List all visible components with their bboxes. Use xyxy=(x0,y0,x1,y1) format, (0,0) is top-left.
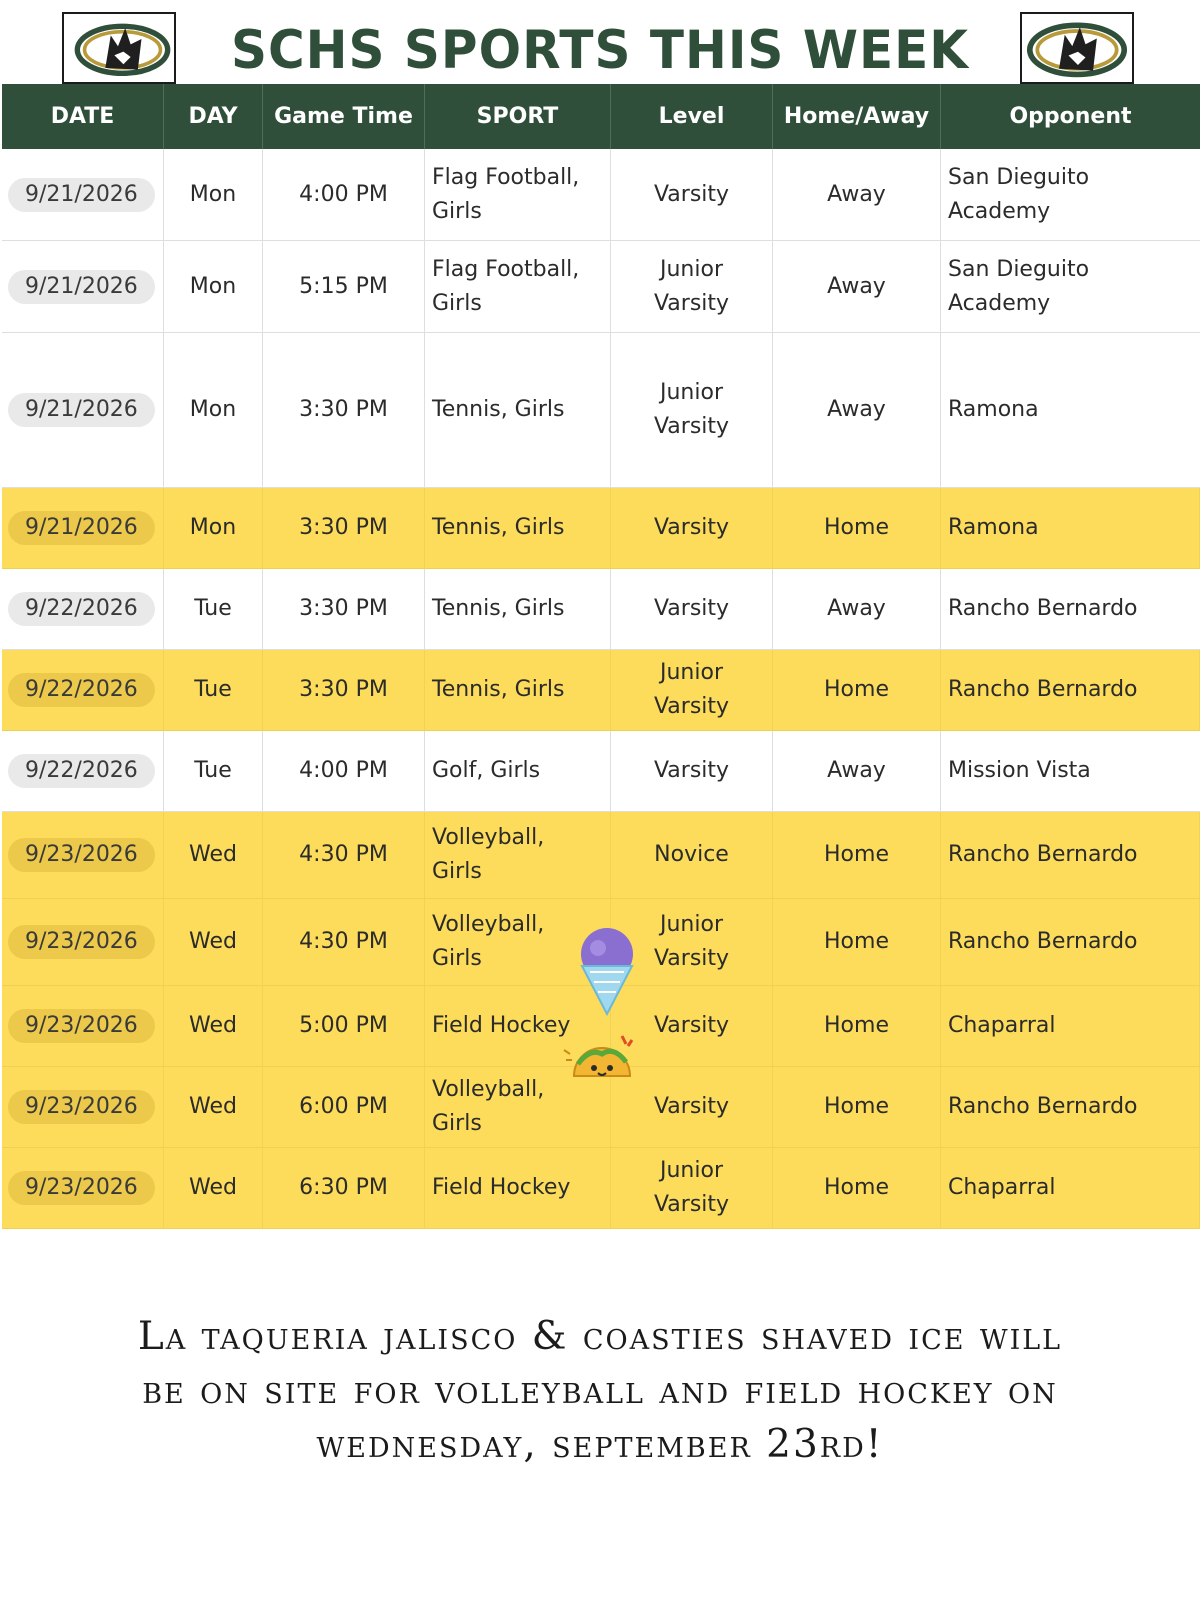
date-pill: 9/22/2026 xyxy=(8,592,155,626)
sport-cell xyxy=(425,488,611,568)
level-text: Junior xyxy=(660,1158,723,1183)
table-row xyxy=(2,241,1200,333)
table-row xyxy=(2,812,1200,899)
level-text: Varsity xyxy=(653,758,730,783)
column-header-date: DATE xyxy=(2,84,164,149)
home-away-cell: Away xyxy=(773,149,941,240)
sport-text: Girls xyxy=(432,290,482,316)
level-text: Junior xyxy=(660,660,723,685)
home-away-cell: Away xyxy=(773,241,941,332)
sport-cell xyxy=(425,149,611,240)
opponent-text: Chaparral xyxy=(948,1175,1056,1200)
home-away-cell: Away xyxy=(773,569,941,649)
level-text: Junior xyxy=(660,912,723,937)
sport-text: Tennis, Girls xyxy=(432,596,565,621)
date-cell xyxy=(2,1067,164,1147)
date-cell xyxy=(2,333,164,487)
sport-text: Girls xyxy=(432,198,482,224)
sport-text: Girls xyxy=(432,946,482,971)
table-row xyxy=(2,569,1200,650)
opponent-text: Rancho Bernardo xyxy=(948,842,1138,867)
level-cell xyxy=(611,333,773,487)
level-text: Varsity xyxy=(653,694,730,719)
opponent-text: San Dieguito xyxy=(948,256,1090,282)
day-cell: Mon xyxy=(164,149,263,240)
game-time-cell: 3:30 PM xyxy=(263,569,425,649)
game-time-cell: 4:30 PM xyxy=(263,812,425,898)
sport-text: Volleyball, xyxy=(432,912,545,937)
sport-cell xyxy=(425,333,611,487)
home-away-cell: Home xyxy=(773,986,941,1066)
opponent-text: Ramona xyxy=(948,515,1039,540)
level-text: Varsity xyxy=(653,1094,730,1119)
sport-cell xyxy=(425,241,611,332)
opponent-cell xyxy=(941,333,1200,487)
opponent-cell xyxy=(941,149,1200,240)
date-cell xyxy=(2,569,164,649)
level-text: Junior xyxy=(660,380,723,405)
date-pill: 9/22/2026 xyxy=(8,754,155,788)
level-cell xyxy=(611,812,773,898)
game-time-cell: 4:00 PM xyxy=(263,149,425,240)
game-time-cell: 3:30 PM xyxy=(263,650,425,730)
sport-cell xyxy=(425,1148,611,1228)
opponent-text: Ramona xyxy=(948,397,1039,422)
page-title: SCHS SPORTS THIS WEEK xyxy=(230,19,970,81)
date-pill: 9/23/2026 xyxy=(8,925,155,959)
date-pill: 9/21/2026 xyxy=(8,178,155,212)
level-cell xyxy=(611,650,773,730)
date-cell xyxy=(2,731,164,811)
opponent-text: Academy xyxy=(948,198,1051,224)
column-header-opponent: Opponent xyxy=(1009,104,1132,129)
day-cell: Mon xyxy=(164,241,263,332)
table-row xyxy=(2,650,1200,731)
level-text: Varsity xyxy=(653,181,730,207)
sport-text: Tennis, Girls xyxy=(432,397,565,422)
level-text: Varsity xyxy=(653,596,730,621)
opponent-cell xyxy=(941,650,1200,730)
day-cell: Wed xyxy=(164,1148,263,1228)
opponent-text: Rancho Bernardo xyxy=(948,596,1138,621)
day-cell: Tue xyxy=(164,569,263,649)
home-away-cell: Away xyxy=(773,333,941,487)
game-time-cell: 6:30 PM xyxy=(263,1148,425,1228)
home-away-cell: Home xyxy=(773,1067,941,1147)
date-pill: 9/22/2026 xyxy=(8,673,155,707)
level-cell xyxy=(611,569,773,649)
column-header-game-time: Game Time xyxy=(263,84,425,149)
sport-text: Volleyball, xyxy=(432,1077,545,1102)
date-pill: 9/23/2026 xyxy=(8,1090,155,1124)
level-text: Junior xyxy=(660,256,723,282)
sport-text: Golf, Girls xyxy=(432,758,541,783)
date-cell xyxy=(2,1148,164,1228)
level-cell xyxy=(611,241,773,332)
opponent-cell xyxy=(941,986,1200,1066)
opponent-cell xyxy=(941,731,1200,811)
date-pill: 9/23/2026 xyxy=(8,1171,155,1205)
day-cell: Wed xyxy=(164,1067,263,1147)
opponent-text: Mission Vista xyxy=(948,758,1091,783)
home-away-cell: Home xyxy=(773,899,941,985)
game-time-cell: 5:00 PM xyxy=(263,986,425,1066)
game-time-cell: 4:30 PM xyxy=(263,899,425,985)
column-header-level: Level xyxy=(611,84,773,149)
date-cell xyxy=(2,986,164,1066)
table-row xyxy=(2,488,1200,569)
level-cell xyxy=(611,149,773,240)
table-header-row xyxy=(2,84,1200,149)
wildcat-logo-icon xyxy=(62,12,176,84)
opponent-cell xyxy=(941,812,1200,898)
home-away-cell: Home xyxy=(773,1148,941,1228)
day-cell: Mon xyxy=(164,333,263,487)
home-away-cell: Away xyxy=(773,731,941,811)
date-cell xyxy=(2,650,164,730)
level-text: Novice xyxy=(654,842,729,867)
home-away-cell: Home xyxy=(773,650,941,730)
sport-cell xyxy=(425,731,611,811)
opponent-cell xyxy=(941,569,1200,649)
taco-icon xyxy=(560,1030,644,1094)
sport-cell xyxy=(425,569,611,649)
table-row xyxy=(2,333,1200,488)
game-time-cell: 3:30 PM xyxy=(263,333,425,487)
level-text: Varsity xyxy=(653,414,730,439)
table-row xyxy=(2,731,1200,812)
date-pill: 9/21/2026 xyxy=(8,393,155,427)
date-pill: 9/23/2026 xyxy=(8,838,155,872)
opponent-cell xyxy=(941,899,1200,985)
opponent-text: Rancho Bernardo xyxy=(948,929,1138,954)
game-time-cell: 5:15 PM xyxy=(263,241,425,332)
opponent-text: Academy xyxy=(948,290,1051,316)
sport-text: Flag Football, xyxy=(432,164,580,190)
day-cell: Wed xyxy=(164,986,263,1066)
level-text: Varsity xyxy=(653,946,730,971)
page-header xyxy=(0,0,1200,84)
day-cell: Tue xyxy=(164,731,263,811)
game-time-cell: 4:00 PM xyxy=(263,731,425,811)
level-text: Varsity xyxy=(653,515,730,540)
date-pill: 9/21/2026 xyxy=(8,270,155,304)
shaved-ice-icon xyxy=(576,926,638,1016)
column-header-sport: SPORT xyxy=(425,84,611,149)
sport-text: Field Hockey xyxy=(432,1175,571,1200)
level-cell xyxy=(611,488,773,568)
sport-text: Tennis, Girls xyxy=(432,515,565,540)
game-time-cell: 6:00 PM xyxy=(263,1067,425,1147)
footer-announcement xyxy=(0,1310,1200,1472)
date-cell xyxy=(2,812,164,898)
opponent-text: San Dieguito xyxy=(948,164,1090,190)
level-text: Varsity xyxy=(653,1192,730,1217)
wildcat-logo-icon xyxy=(1020,12,1134,84)
opponent-text: Rancho Bernardo xyxy=(948,677,1138,702)
level-text: Varsity xyxy=(653,1013,730,1038)
table-row xyxy=(2,1148,1200,1229)
sport-cell xyxy=(425,812,611,898)
day-cell: Mon xyxy=(164,488,263,568)
column-header-home-away: Home/Away xyxy=(773,84,941,149)
footer-line: La taqueria jalisco & coasties shaved ice will xyxy=(137,1314,1063,1359)
date-cell xyxy=(2,488,164,568)
game-time-cell: 3:30 PM xyxy=(263,488,425,568)
sport-cell xyxy=(425,650,611,730)
sport-text: Girls xyxy=(432,859,482,884)
day-cell: Tue xyxy=(164,650,263,730)
home-away-cell: Home xyxy=(773,488,941,568)
date-pill: 9/23/2026 xyxy=(8,1009,155,1043)
opponent-cell xyxy=(941,1148,1200,1228)
level-cell xyxy=(611,731,773,811)
opponent-cell xyxy=(941,488,1200,568)
footer-line: be on site for volleyball and field hockey on xyxy=(142,1368,1058,1413)
opponent-cell xyxy=(941,241,1200,332)
sport-text: Flag Football, xyxy=(432,256,580,282)
sport-text: Tennis, Girls xyxy=(432,677,565,702)
opponent-cell xyxy=(941,1067,1200,1147)
table-row xyxy=(2,149,1200,241)
date-cell xyxy=(2,149,164,240)
column-header-day: DAY xyxy=(164,84,263,149)
opponent-text: Chaparral xyxy=(948,1013,1056,1038)
level-text: Varsity xyxy=(653,290,730,316)
day-cell: Wed xyxy=(164,899,263,985)
sport-text: Volleyball, xyxy=(432,825,545,850)
day-cell: Wed xyxy=(164,812,263,898)
level-cell xyxy=(611,1148,773,1228)
sport-text: Girls xyxy=(432,1111,482,1136)
date-cell xyxy=(2,899,164,985)
sport-text: Field Hockey xyxy=(432,1013,571,1038)
home-away-cell: Home xyxy=(773,812,941,898)
date-cell xyxy=(2,241,164,332)
footer-line: wednesday, september 23rd! xyxy=(316,1422,884,1467)
opponent-text: Rancho Bernardo xyxy=(948,1094,1138,1119)
date-pill: 9/21/2026 xyxy=(8,511,155,545)
